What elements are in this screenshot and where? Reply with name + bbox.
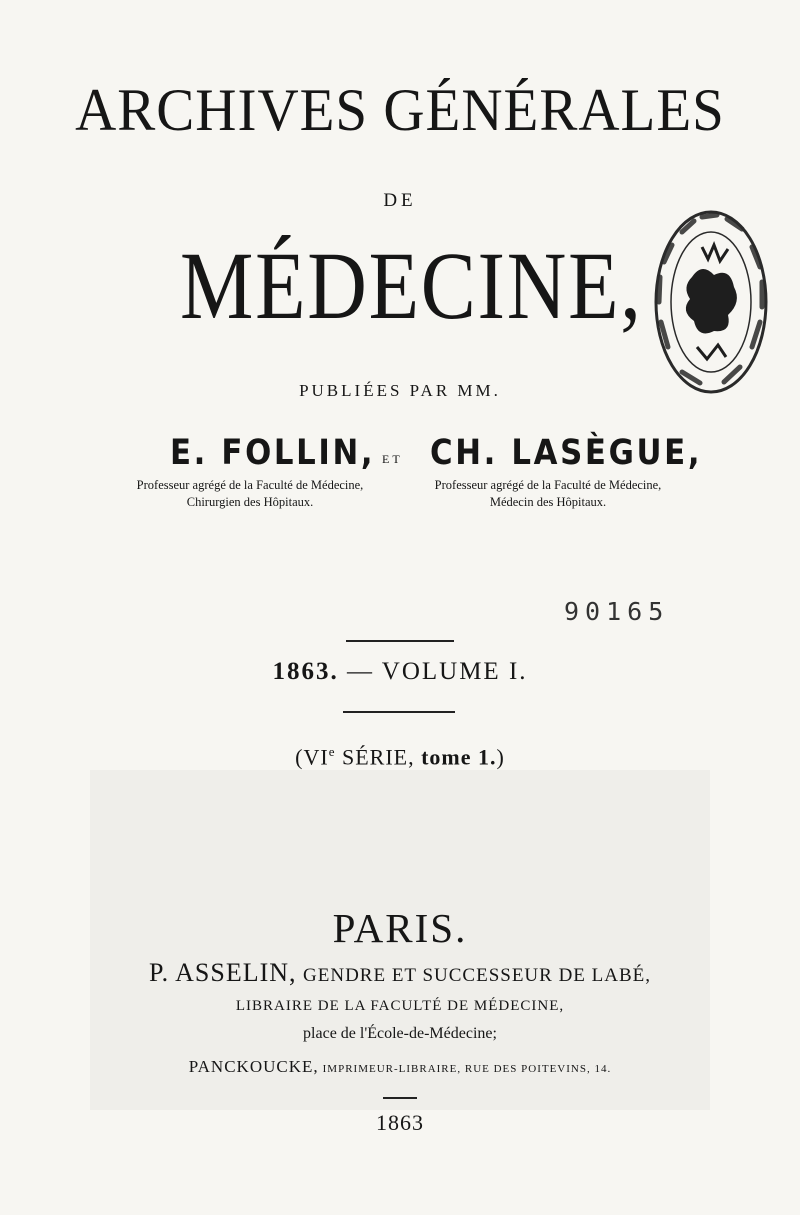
imprint-year: 1863 <box>376 1110 424 1135</box>
author-follin-role-line2: Chirurgien des Hôpitaux. <box>186 495 314 509</box>
title-de: DE <box>383 190 417 211</box>
series-close: ) <box>496 744 505 770</box>
publisher-name: P. ASSELIN, <box>148 958 297 987</box>
shelfmark-number: 90165 <box>564 597 670 626</box>
imprint-printer <box>0 1057 800 1077</box>
divider-rule-short <box>383 1097 417 1099</box>
volume-year: 1863. <box>272 658 339 685</box>
series-superscript: e <box>328 744 336 759</box>
author-lasegue-credentials <box>418 477 678 511</box>
title-medecine: MÉDECINE, <box>180 232 643 339</box>
publisher-succession: GENDRE ET SUCCESSEUR DE LABÉ, <box>303 965 652 986</box>
printer-address: IMPRIMEUR-LIBRAIRE, RUE DES POITEVINS, 14. <box>322 1063 612 1075</box>
imprint-address: place de l'École-de-Médecine; <box>303 1025 497 1042</box>
conjunction-et: ET <box>382 452 403 466</box>
imprint-libraire: LIBRAIRE DE LA FACULTÉ DE MÉDECINE, <box>235 998 565 1014</box>
volume-label: — VOLUME I. <box>346 658 528 685</box>
author-lasegue-role-line1: Professeur agrégé de la Faculté de Médecine, <box>434 478 662 492</box>
published-by-label: PUBLIÉES PAR MM. <box>299 381 501 400</box>
volume-line <box>0 658 800 686</box>
imprint-city: PARIS. <box>332 905 468 951</box>
divider-rule <box>343 711 455 713</box>
series-open: (VI <box>295 744 329 770</box>
author-lasegue-role-line2: Médecin des Hôpitaux. <box>489 495 607 509</box>
series-tome: tome 1. <box>421 744 497 770</box>
imprint-publisher <box>0 958 800 988</box>
author-follin-name: E. FOLLIN, <box>170 433 376 473</box>
author-follin-role-line1: Professeur agrégé de la Faculté de Médecine, <box>136 478 364 492</box>
divider-rule <box>346 640 454 642</box>
author-follin-credentials <box>120 477 380 511</box>
author-lasegue-name: CH. LASÈGUE, <box>430 433 703 473</box>
library-stamp-icon <box>652 207 770 397</box>
series-middle: SÉRIE, <box>335 744 422 770</box>
title-archives-generales: ARCHIVES GÉNÉRALES <box>75 77 725 144</box>
printer-name: PANCKOUCKE, <box>188 1057 319 1076</box>
series-line <box>0 744 800 770</box>
